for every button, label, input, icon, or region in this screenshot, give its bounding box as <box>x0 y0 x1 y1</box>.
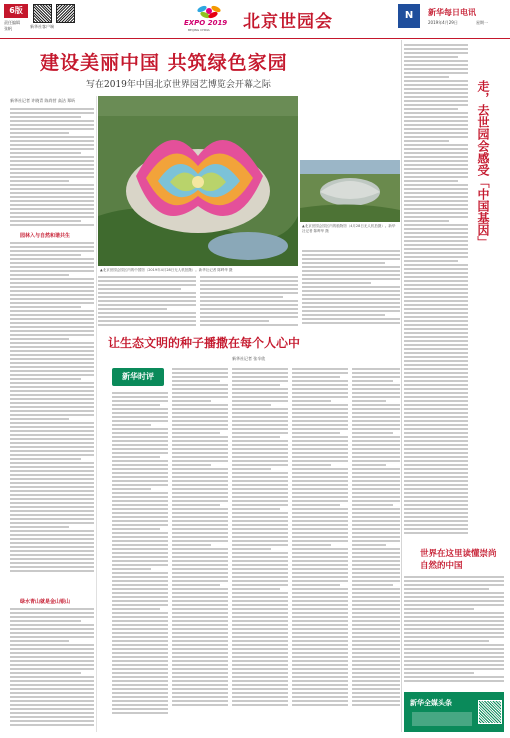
article-text-block <box>302 250 400 328</box>
article-text-block <box>10 108 94 228</box>
expo-logo-text: EXPO 2019 <box>184 19 228 27</box>
qr-code-icon <box>478 700 502 724</box>
qr-code-icon <box>33 4 52 23</box>
comment-byline: 新华社记者 张辛欣 <box>232 356 266 361</box>
vertical-headline: 走，去世园会感受「中国基因」 <box>476 80 490 248</box>
issue-weekday: 星期一 <box>476 20 488 25</box>
masthead-title: 北京世园会 <box>243 12 333 32</box>
right-article-text <box>404 576 504 686</box>
commentary-text-block <box>232 368 288 732</box>
article-text-block <box>10 608 94 730</box>
page-number: 6版 <box>4 4 28 18</box>
right-article-text <box>404 44 468 534</box>
editor-name: 张帆 <box>4 26 12 31</box>
comment-title: 让生态文明的种子播撒在每个人心中 <box>108 336 301 350</box>
main-headline: 建设美丽中国 共筑绿色家园 <box>40 52 288 74</box>
right-second-headline: 世界在这里读懂崇尚自然的中国 <box>420 549 497 571</box>
plant-pavilion-image <box>300 160 400 222</box>
paper-name: 新华每日电讯 <box>428 8 476 17</box>
main-photo <box>98 96 298 266</box>
main-byline: 新华社记者 许晓青 陈尚营 高洁 郑昕 <box>10 98 76 103</box>
article-text-block <box>98 276 196 328</box>
commentary-text-block <box>172 368 228 732</box>
qr-label: 新华社客户端 <box>30 24 54 29</box>
commentary-text-block <box>292 368 348 732</box>
expo-logo-sub: BEIJING CHINA <box>188 28 210 32</box>
column-divider <box>96 96 97 732</box>
paper-logo: N <box>398 4 420 28</box>
column-divider <box>401 40 402 732</box>
ad-label: 新华全媒头条 <box>410 699 452 707</box>
commentary-text-block <box>112 392 168 732</box>
commentary-text-block <box>352 368 400 732</box>
section-heading-2: 绿水青山就是金山银山 <box>20 599 71 605</box>
section-label: 责任编辑 <box>4 20 20 25</box>
header-bar <box>0 0 510 39</box>
comment-badge: 新华时评 <box>112 368 164 386</box>
ad-banner[interactable] <box>404 692 504 732</box>
main-subheadline: 写在2019年中国北京世界园艺博览会开幕之际 <box>86 80 271 90</box>
small-photo <box>300 160 400 222</box>
article-text-block <box>10 242 94 592</box>
small-photo-caption: ▲北京世园会园区内的植物馆（4月28日无人机拍摄）。新华社记者 陈晔华 摄 <box>302 224 396 233</box>
expo-logo <box>180 2 238 34</box>
phone-icon <box>412 712 472 726</box>
issue-date: 2019年4月29日 <box>428 20 458 25</box>
article-text-block <box>200 276 298 328</box>
qr-code-icon <box>56 4 75 23</box>
china-pavilion-aerial-image <box>98 96 298 266</box>
main-photo-caption: ▲北京世园会园区内的中国馆（2019年4月28日无人机拍摄）。新华社记者 陈晔华 摄 <box>100 268 233 272</box>
section-heading-1: 园林入与自然和谐共生 <box>20 233 71 239</box>
